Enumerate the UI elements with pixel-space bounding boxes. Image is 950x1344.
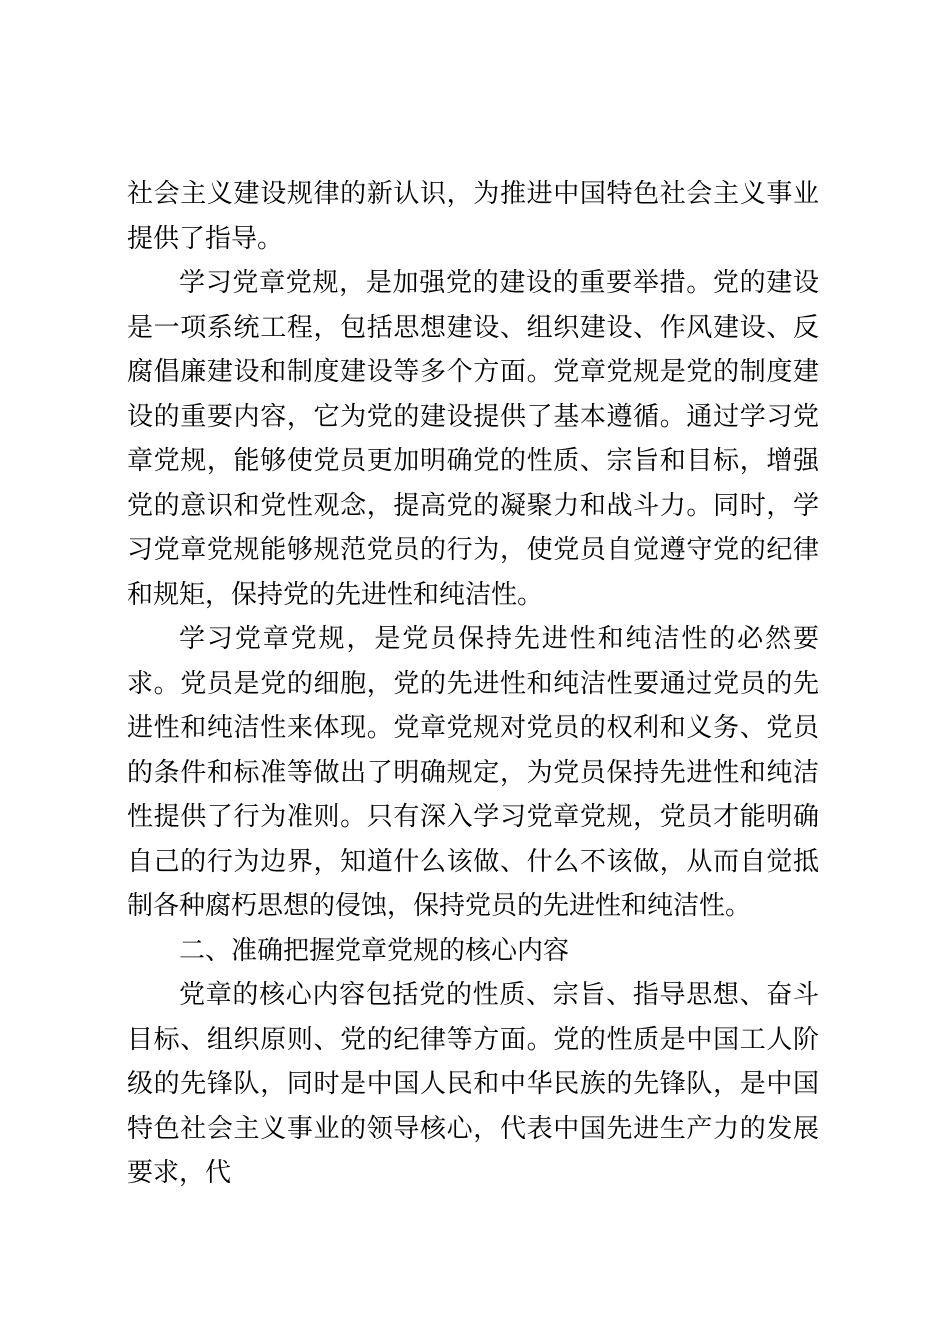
document-body <box>127 172 819 1196</box>
paragraph-continuation: 社会主义建设规律的新认识，为推进中国特色社会主义事业提供了指导。 <box>127 179 819 254</box>
paragraph-party-building: 学习党章党规，是加强党的建设的重要举措。党的建设是一项系统工程，包括思想建设、组织建设、作风建设、反腐倡廉建设和制度建设等多个方面。党章党规是党的制度建设的重要内容，它为党的建设提供了基本遵循。通过学习党章党规，能够使党员更加明确党的性质、宗旨和目标，增强党的意识和党性观念，提高党的凝聚力和战斗力。同时，学习党章党规能够规范党员的行为，使党员自觉遵守党的纪律和规矩，保持党的先进性和纯洁性。 <box>127 268 819 610</box>
paragraph-core-content: 党章的核心内容包括党的性质、宗旨、指导思想、奋斗目标、组织原则、党的纪律等方面。党的性质是中国工人阶级的先锋队，同时是中国人民和中华民族的先锋队，是中国特色社会主义事业的领导核心，代表中国先进生产力的发展要求，代 <box>127 980 819 1188</box>
paragraph-member-advancement: 学习党章党规，是党员保持先进性和纯洁性的必然要求。党员是党的细胞，党的先进性和纯洁性要通过党员的先进性和纯洁性来体现。党章党规对党员的权利和义务、党员的条件和标准等做出了明确规定，为党员保持先进性和纯洁性提供了行为准则。只有深入学习党章党规，党员才能明确自己的行为边界，知道什么该做、什么不该做，从而自觉抵制各种腐朽思想的侵蚀，保持党员的先进性和纯洁性。 <box>127 624 819 921</box>
section-heading: 二、准确把握党章党规的核心内容 <box>179 935 570 966</box>
